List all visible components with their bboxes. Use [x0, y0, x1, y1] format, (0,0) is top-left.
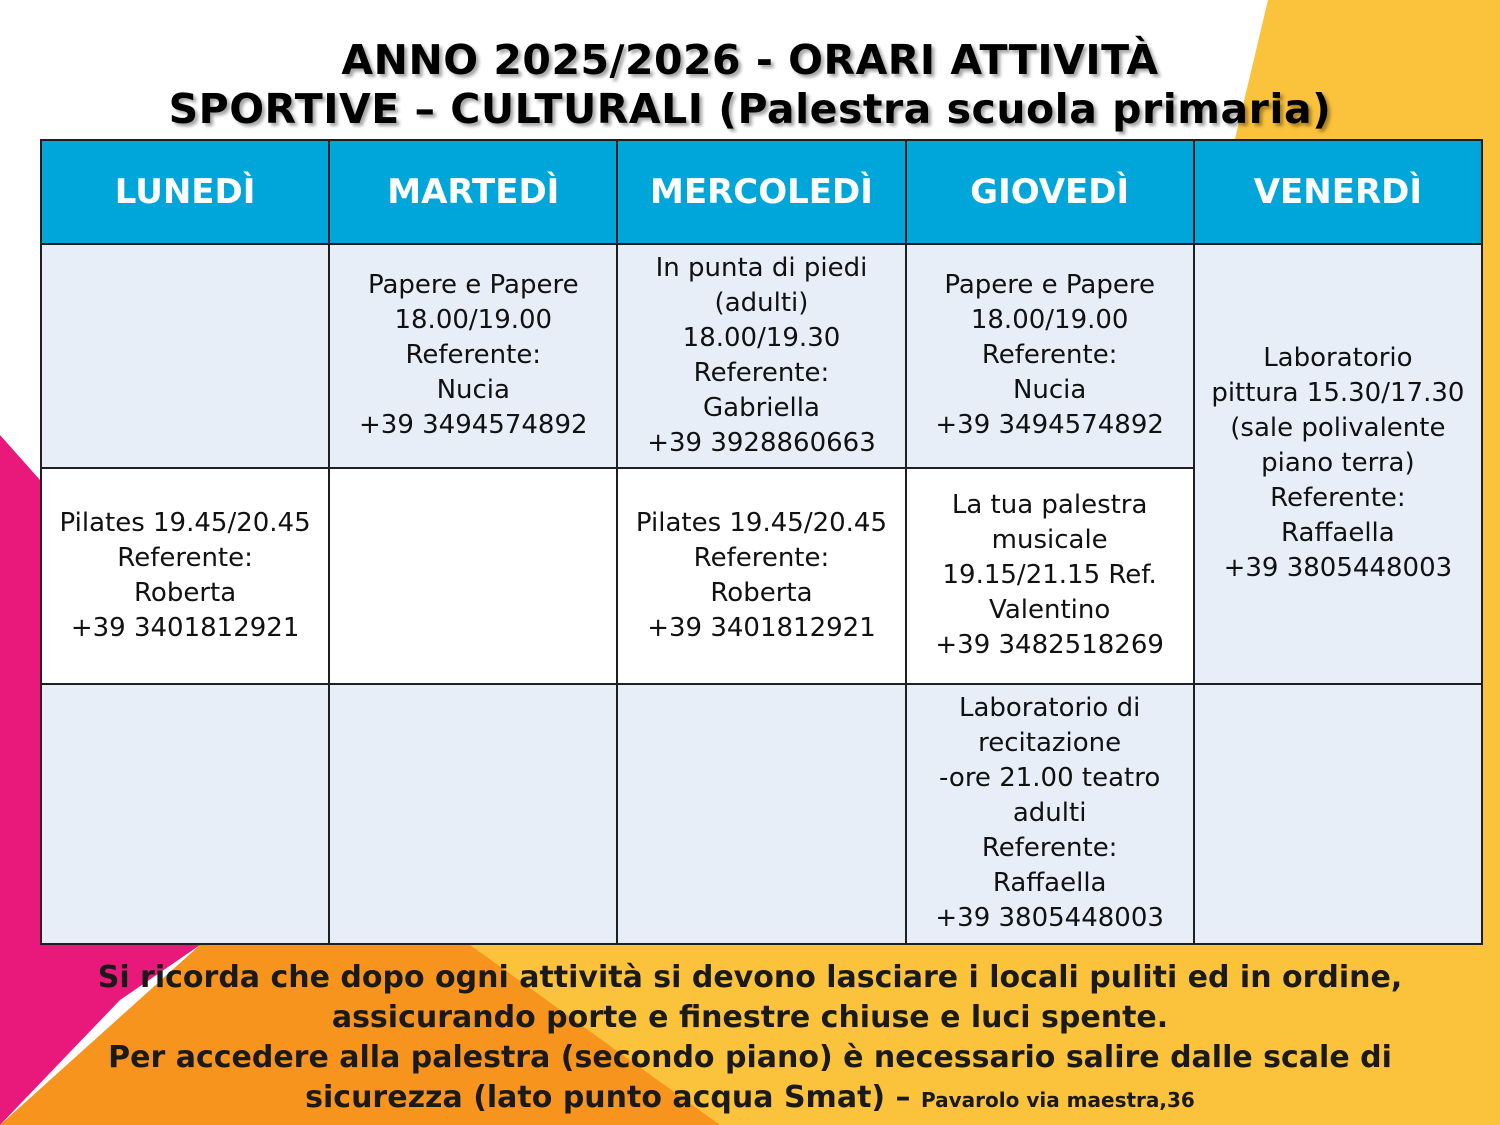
cell-text: Referente: [405, 340, 542, 371]
page-title-line1: ANNO 2025/2026 - ORARI ATTIVITÀ [341, 36, 1159, 84]
cell-monday-row2 [41, 468, 329, 684]
day-header-row [41, 140, 1482, 244]
cell-tuesday-row1 [329, 244, 617, 468]
footer-notice [0, 958, 1500, 1120]
cell-text: adulti [1012, 798, 1087, 829]
cell-text: piano terra) [1261, 448, 1415, 479]
cell-text: +39 3482518269 [935, 630, 1164, 661]
cell-tuesday-row2 [329, 468, 617, 684]
cell-text: Nucia [436, 375, 510, 406]
day-header-tuesday: MARTEDÌ [329, 140, 617, 244]
cell-wednesday-row1 [617, 244, 905, 468]
cell-thursday-row3 [906, 684, 1194, 944]
cell-text: Gabriella [703, 392, 820, 423]
cell-friday-rows1-2 [1194, 244, 1482, 684]
cell-wednesday-row3 [617, 684, 905, 944]
cell-text: 18.00/19.00 [394, 305, 553, 336]
cell-text: Roberta [710, 577, 813, 608]
cell-text: Referente: [117, 542, 253, 573]
cell-text: Papere e Papere [944, 270, 1155, 301]
day-header-wednesday: MERCOLEDÌ [617, 140, 905, 244]
cell-text: Referente: [981, 340, 1118, 371]
cell-text: +39 3401812921 [647, 612, 876, 643]
footer-line3: Per accedere alla palestra (secondo piano) è necessario salire dalle scale di [108, 1040, 1392, 1075]
cell-text: (adulti) [714, 287, 809, 318]
cell-text: Referente: [693, 542, 830, 573]
day-header-monday: LUNEDÌ [41, 140, 329, 244]
cell-text: +39 3805448003 [1223, 553, 1453, 584]
cell-text: pittura 15.30/17.30 [1211, 378, 1465, 409]
table-row [41, 684, 1482, 944]
cell-text: +39 3805448003 [935, 903, 1164, 934]
cell-text: Laboratorio [1263, 343, 1413, 374]
cell-text: Referente: [1270, 483, 1406, 514]
cell-text: Pilates 19.45/20.45 [635, 507, 888, 538]
day-header-friday: VENERDÌ [1194, 140, 1482, 244]
cell-thursday-row1 [906, 244, 1194, 468]
cell-text: Roberta [134, 577, 237, 608]
cell-text: +39 3494574892 [935, 410, 1164, 441]
page-title-line2: SPORTIVE – CULTURALI (Palestra scuola primaria) [168, 85, 1332, 133]
cell-text: +39 3401812921 [70, 612, 300, 643]
cell-text: -ore 21.00 teatro [939, 763, 1161, 794]
cell-text: (sale polivalente [1230, 413, 1446, 444]
cell-text: Raffaella [992, 868, 1107, 899]
schedule-table [40, 139, 1483, 945]
cell-text: La tua palestra [951, 490, 1148, 521]
footer-line2: assicurando porte e finestre chiuse e luci spente. [331, 1000, 1169, 1035]
cell-text: +39 3928860663 [647, 427, 876, 458]
cell-wednesday-row2 [617, 468, 905, 684]
footer-line4: sicurezza (lato punto acqua Smat) – [305, 1080, 911, 1115]
cell-text: Nucia [1012, 375, 1087, 406]
cell-text: Referente: [693, 357, 830, 388]
cell-text: 18.00/19.00 [970, 305, 1129, 336]
cell-tuesday-row3 [329, 684, 617, 944]
cell-monday-row1 [41, 244, 329, 468]
cell-text: Papere e Papere [367, 270, 579, 301]
cell-text: In punta di piedi [655, 252, 868, 283]
table-row [41, 244, 1482, 468]
footer-line1: Si ricorda che dopo ogni attività si devono lasciare i locali puliti ed in ordine, [97, 960, 1403, 995]
footer-address: Pavarolo via maestra,36 [921, 1088, 1195, 1112]
cell-text: musicale [991, 525, 1108, 556]
day-header-thursday: GIOVEDÌ [906, 140, 1194, 244]
cell-text: 18.00/19.30 [682, 322, 841, 353]
cell-text: Referente: [981, 833, 1118, 864]
cell-text: Pilates 19.45/20.45 [59, 507, 311, 538]
cell-text: +39 3494574892 [359, 410, 588, 441]
cell-text: 19.15/21.15 Ref. [942, 560, 1157, 591]
cell-text: Raffaella [1281, 518, 1395, 549]
cell-monday-row3 [41, 684, 329, 944]
cell-text: Laboratorio di [958, 693, 1141, 724]
cell-text: recitazione [978, 728, 1122, 759]
cell-text: Valentino [989, 595, 1111, 626]
cell-thursday-row2 [906, 468, 1194, 684]
cell-friday-row3 [1194, 684, 1482, 944]
footer-line4-wrap [0, 1078, 1500, 1120]
